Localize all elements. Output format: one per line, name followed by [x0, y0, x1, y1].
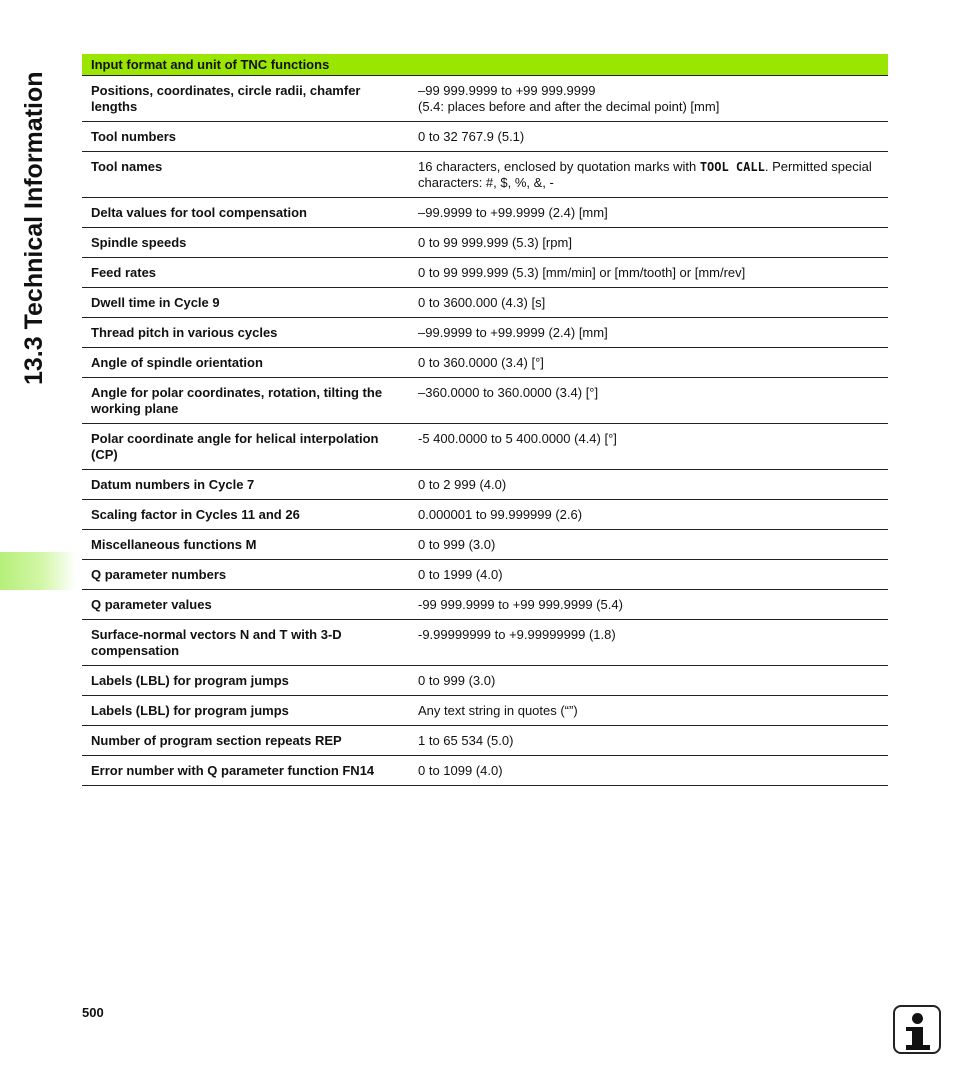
row-value: 0 to 1999 (4.0) [409, 560, 888, 590]
table-row [82, 198, 888, 228]
row-label: Angle of spindle orientation [82, 348, 409, 378]
table-row [82, 258, 888, 288]
row-value-text: 16 characters, enclosed by quotation marks with [418, 159, 700, 174]
row-label: Angle for polar coordinates, rotation, tilting the working plane [82, 378, 409, 424]
row-value: -9.99999999 to +9.99999999 (1.8) [409, 620, 888, 666]
table-row [82, 76, 888, 122]
row-value: –99.9999 to +99.9999 (2.4) [mm] [409, 318, 888, 348]
row-value: 1 to 65 534 (5.0) [409, 726, 888, 756]
table-row [82, 666, 888, 696]
row-value: 0 to 999 (3.0) [409, 530, 888, 560]
row-value: 0 to 99 999.999 (5.3) [mm/min] or [mm/tooth] or [mm/rev] [409, 258, 888, 288]
info-icon-stem [912, 1027, 923, 1047]
row-label: Feed rates [82, 258, 409, 288]
code-keyword: TOOL CALL [699, 160, 765, 174]
chapter-tab-marker [0, 552, 76, 590]
row-label: Tool names [82, 152, 409, 198]
table-row [82, 726, 888, 756]
table-row [82, 152, 888, 198]
table-row [82, 560, 888, 590]
row-label: Q parameter numbers [82, 560, 409, 590]
row-value: 0 to 32 767.9 (5.1) [409, 122, 888, 152]
chapter-title-text: 13.3 Technical Information [20, 71, 48, 385]
table-row [82, 696, 888, 726]
table-row [82, 378, 888, 424]
row-label: Miscellaneous functions M [82, 530, 409, 560]
row-label: Surface-normal vectors N and T with 3-D compensation [82, 620, 409, 666]
table-row [82, 348, 888, 378]
row-label: Delta values for tool compensation [82, 198, 409, 228]
page-number: 500 [82, 1005, 104, 1020]
row-label: Spindle speeds [82, 228, 409, 258]
row-value: -5 400.0000 to 5 400.0000 (4.4) [°] [409, 424, 888, 470]
row-label: Labels (LBL) for program jumps [82, 696, 409, 726]
row-value: Any text string in quotes (“”) [409, 696, 888, 726]
table-row [82, 288, 888, 318]
chapter-title [14, 55, 54, 385]
row-label: Labels (LBL) for program jumps [82, 666, 409, 696]
table-row [82, 756, 888, 786]
info-icon-base [906, 1045, 930, 1050]
table-row [82, 424, 888, 470]
table-row [82, 470, 888, 500]
row-value: 0 to 99 999.999 (5.3) [rpm] [409, 228, 888, 258]
table-row [82, 122, 888, 152]
table-header: Input format and unit of TNC functions [82, 54, 888, 76]
table-row [82, 590, 888, 620]
row-value-line: –99 999.9999 to +99 999.9999 [418, 83, 596, 98]
row-label: Number of program section repeats REP [82, 726, 409, 756]
table-row [82, 228, 888, 258]
table-header-row [82, 54, 888, 76]
table-row [82, 620, 888, 666]
input-format-table [82, 54, 888, 786]
row-value [409, 152, 888, 198]
row-label: Error number with Q parameter function FN14 [82, 756, 409, 786]
info-icon [893, 1005, 941, 1054]
row-value: -99 999.9999 to +99 999.9999 (5.4) [409, 590, 888, 620]
row-value-text: . Permitted special characters: #, $, %, &, - [418, 159, 872, 190]
row-value-line: (5.4: places before and after the decimal point) [mm] [418, 99, 720, 114]
row-label: Thread pitch in various cycles [82, 318, 409, 348]
row-value: 0 to 1099 (4.0) [409, 756, 888, 786]
row-label: Q parameter values [82, 590, 409, 620]
row-value: 0.000001 to 99.999999 (2.6) [409, 500, 888, 530]
row-value: 0 to 2 999 (4.0) [409, 470, 888, 500]
row-value: 0 to 3600.000 (4.3) [s] [409, 288, 888, 318]
row-label: Scaling factor in Cycles 11 and 26 [82, 500, 409, 530]
row-value: 0 to 999 (3.0) [409, 666, 888, 696]
row-label: Datum numbers in Cycle 7 [82, 470, 409, 500]
row-label: Positions, coordinates, circle radii, chamfer lengths [82, 76, 409, 122]
table-row [82, 500, 888, 530]
row-value [409, 76, 888, 122]
row-label: Dwell time in Cycle 9 [82, 288, 409, 318]
row-label: Tool numbers [82, 122, 409, 152]
row-value: –99.9999 to +99.9999 (2.4) [mm] [409, 198, 888, 228]
table-row [82, 318, 888, 348]
row-value: –360.0000 to 360.0000 (3.4) [°] [409, 378, 888, 424]
info-icon-dot [912, 1013, 923, 1024]
table-row [82, 530, 888, 560]
row-value: 0 to 360.0000 (3.4) [°] [409, 348, 888, 378]
row-label: Polar coordinate angle for helical interpolation (CP) [82, 424, 409, 470]
